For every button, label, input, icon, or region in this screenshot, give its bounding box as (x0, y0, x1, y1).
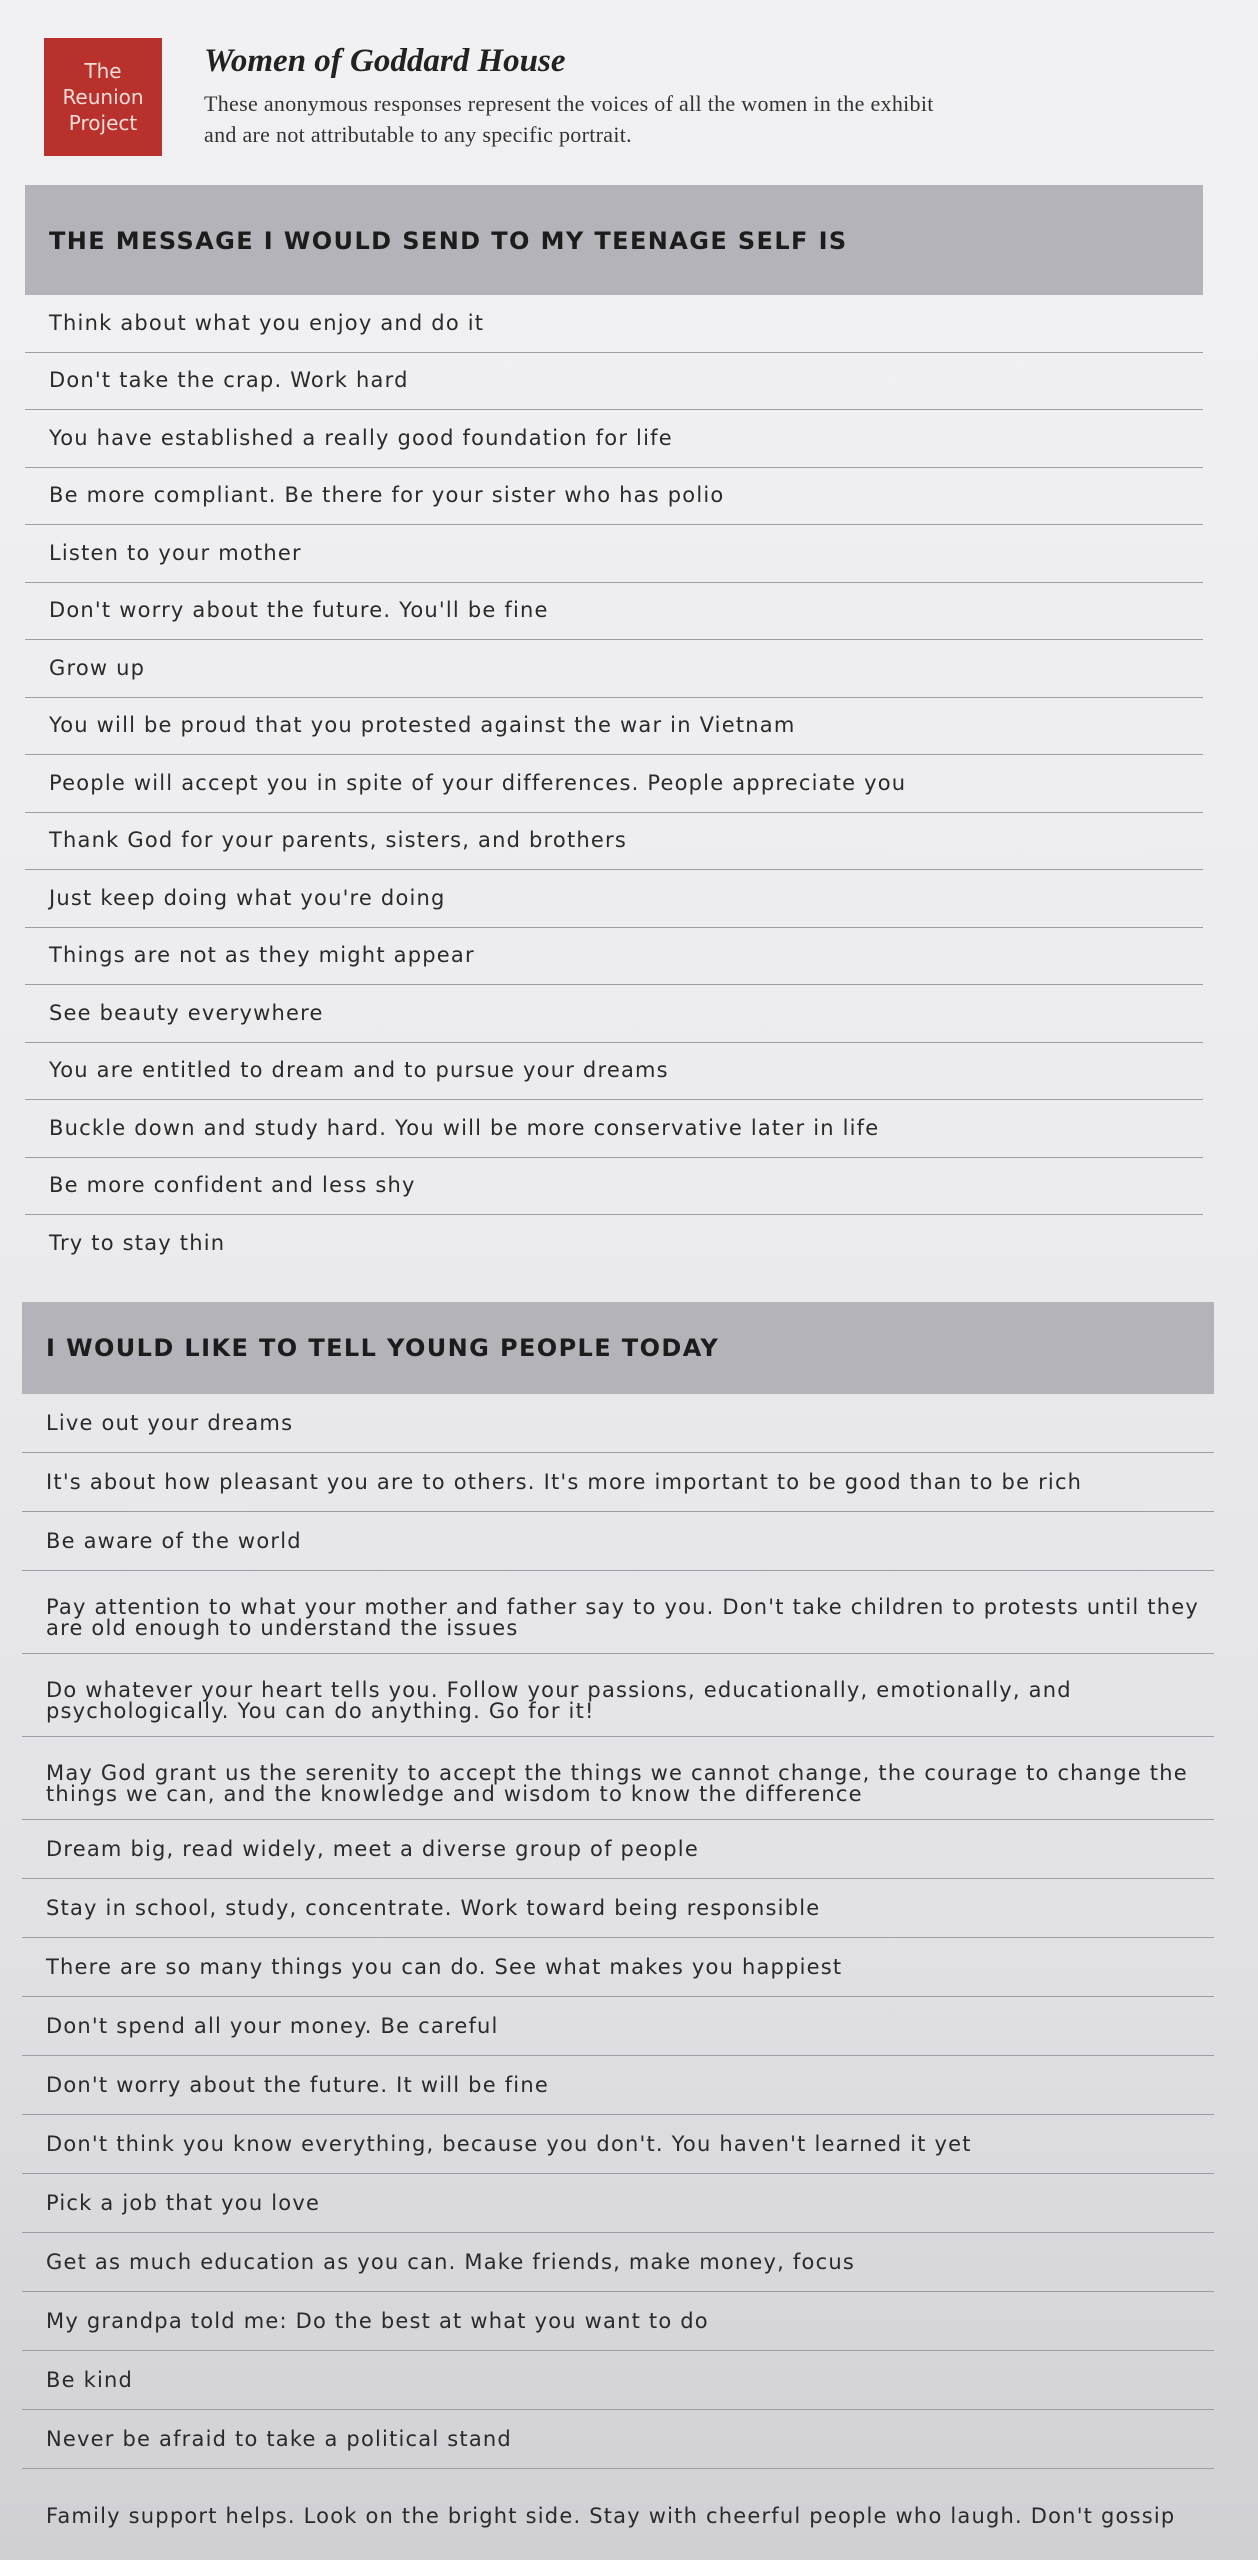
list-item (22, 2469, 1214, 2552)
list-item (22, 1654, 1214, 1737)
response-text: Listen to your mother (49, 540, 302, 565)
list-item (25, 1100, 1203, 1158)
list-item (25, 870, 1203, 928)
response-text: Things are not as they might appear (49, 943, 475, 968)
response-text: You will be proud that you protested against the war in Vietnam (49, 713, 796, 738)
response-list (25, 295, 1203, 1273)
list-item (25, 353, 1203, 411)
response-text: Pick a job that you love (46, 2190, 321, 2215)
list-item (25, 410, 1203, 468)
list-item (22, 1820, 1214, 1879)
response-text: Just keep doing what you're doing (49, 885, 446, 910)
section-young-people (22, 1302, 1214, 2552)
section-teenage-self (25, 185, 1203, 1273)
list-item (22, 2410, 1214, 2469)
response-text: Don't think you know everything, because you don't. You haven't learned it yet (46, 2131, 972, 2156)
list-item (22, 2292, 1214, 2351)
response-text: Don't spend all your money. Be careful (46, 2013, 499, 2038)
response-text: Live out your dreams (46, 1410, 294, 1435)
list-item (25, 295, 1203, 353)
response-text: May God grant us the serenity to accept the things we cannot change, the courage to change the things we can, and the knowledge and wisdom to know the difference (46, 1761, 1188, 1806)
response-text: Be kind (46, 2367, 134, 2392)
response-text: Think about what you enjoy and do it (49, 310, 485, 335)
response-text: Thank God for your parents, sisters, and brothers (49, 828, 628, 853)
list-item (22, 1737, 1214, 1820)
list-item (22, 2351, 1214, 2410)
response-text: Be aware of the world (46, 1528, 302, 1553)
response-text: You are entitled to dream and to pursue your dreams (49, 1058, 669, 1083)
list-item (22, 2233, 1214, 2292)
section-heading: I WOULD LIKE TO TELL YOUNG PEOPLE TODAY (22, 1302, 1214, 1394)
response-text: Grow up (49, 655, 146, 680)
response-list (22, 1394, 1214, 2552)
response-text: Get as much education as you can. Make friends, make money, focus (46, 2249, 855, 2274)
list-item (22, 1571, 1214, 1654)
list-item (22, 2056, 1214, 2115)
list-item (25, 640, 1203, 698)
logo-line: The (84, 59, 122, 83)
response-text: There are so many things you can do. See what makes you happiest (46, 1954, 843, 1979)
list-item (25, 525, 1203, 583)
response-text: See beauty everywhere (49, 1000, 324, 1025)
response-text: Stay in school, study, concentrate. Work toward being responsible (46, 1895, 821, 1920)
header-text (204, 42, 1104, 150)
section-heading: THE MESSAGE I WOULD SEND TO MY TEENAGE SELF IS (25, 185, 1203, 295)
exhibit-description: These anonymous responses represent the voices of all the women in the exhibit and are not attributable to any specific portrait. (204, 91, 934, 147)
exhibit-title: Women of Goddard House (204, 43, 566, 79)
page-header (44, 38, 1204, 158)
list-item (22, 2115, 1214, 2174)
response-text: Do whatever your heart tells you. Follow your passions, educationally, emotionally, and psychologically. You can do anything. Go for it! (46, 1678, 1072, 1723)
list-item (22, 1453, 1214, 1512)
response-text: Try to stay thin (49, 1231, 226, 1256)
response-text: My grandpa told me: Do the best at what you want to do (46, 2308, 709, 2333)
response-text: Family support helps. Look on the bright side. Stay with cheerful people who laugh. Don't gossip (46, 2504, 1176, 2528)
response-text: It's about how pleasant you are to others. It's more important to be good than to be rich (46, 1469, 1083, 1494)
response-text: Buckle down and study hard. You will be more conservative later in life (49, 1115, 880, 1140)
response-text: Don't take the crap. Work hard (49, 368, 409, 393)
list-item (25, 1043, 1203, 1101)
response-text: Be more compliant. Be there for your sister who has polio (49, 483, 725, 508)
list-item (25, 813, 1203, 871)
list-item (22, 2174, 1214, 2233)
response-text: People will accept you in spite of your differences. People appreciate you (49, 770, 907, 795)
response-text: Be more confident and less shy (49, 1173, 416, 1198)
list-item (22, 1997, 1214, 2056)
list-item (25, 1215, 1203, 1273)
list-item (25, 985, 1203, 1043)
list-item (25, 928, 1203, 986)
response-text: Don't worry about the future. It will be fine (46, 2072, 549, 2097)
response-text: You have established a really good foundation for life (49, 425, 673, 450)
response-text: Never be afraid to take a political stand (46, 2426, 512, 2451)
list-item (25, 698, 1203, 756)
list-item (25, 468, 1203, 526)
response-text: Pay attention to what your mother and father say to you. Don't take children to protests until they are old enough to understand the issues (46, 1595, 1199, 1640)
list-item (22, 1879, 1214, 1938)
reunion-project-logo (44, 38, 162, 156)
logo-line: Reunion (62, 85, 144, 109)
list-item (25, 583, 1203, 641)
response-text: Don't worry about the future. You'll be fine (49, 598, 549, 623)
list-item (22, 1938, 1214, 1997)
list-item (22, 1394, 1214, 1453)
logo-line: Project (68, 111, 138, 135)
response-text: Dream big, read widely, meet a diverse group of people (46, 1836, 699, 1861)
list-item (25, 755, 1203, 813)
list-item (22, 1512, 1214, 1571)
list-item (25, 1158, 1203, 1216)
